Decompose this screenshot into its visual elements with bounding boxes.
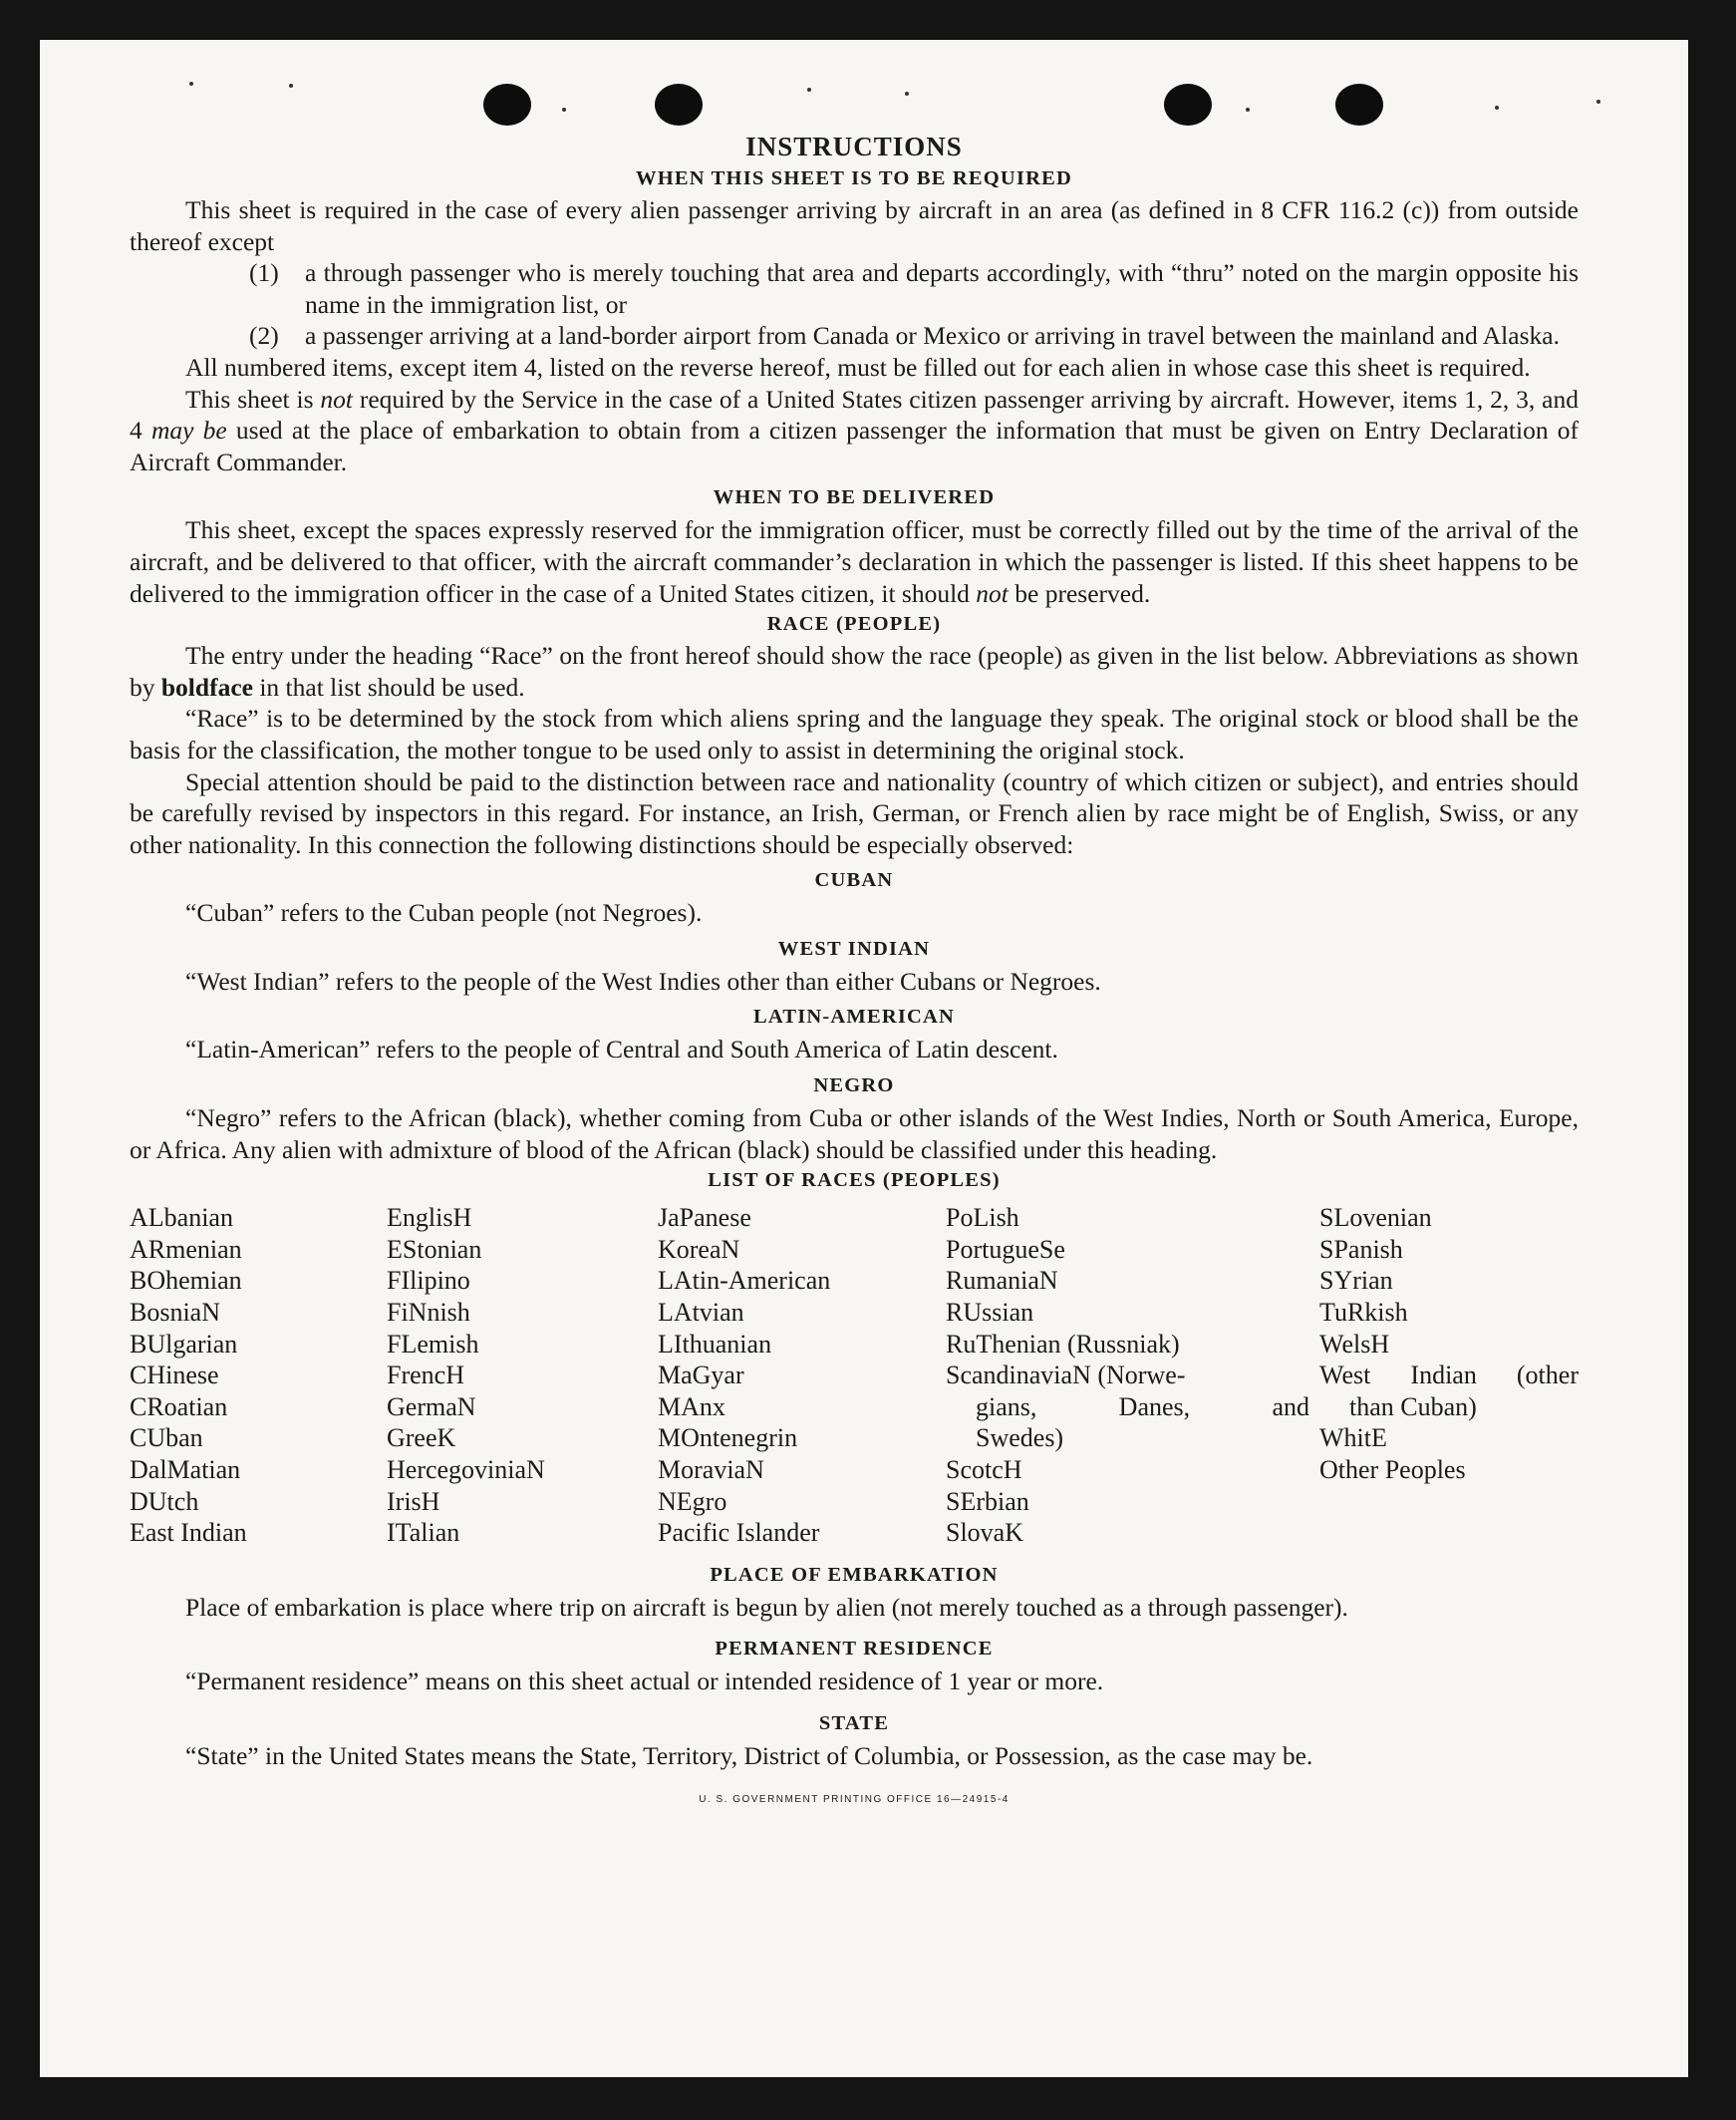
race-item: ALbanian	[130, 1203, 233, 1233]
race-item: East Indian	[130, 1518, 247, 1548]
speck	[1596, 100, 1600, 104]
race-item: FLemish	[387, 1329, 479, 1359]
race-item: IrisH	[387, 1486, 440, 1516]
race-item: BOhemian	[130, 1266, 242, 1296]
instructions-content	[130, 130, 1579, 1815]
paragraph: The entry under the heading “Race” on the front hereof should show the race (people) as given in the list below. Abbreviations as shown by boldface in that list should be used.	[130, 641, 1579, 702]
race-item: SlovaK	[946, 1518, 1023, 1548]
page-title: INSTRUCTIONS	[745, 132, 963, 161]
race-item: West Indian (other	[1319, 1361, 1579, 1390]
race-item: ARmenian	[130, 1234, 242, 1264]
race-item: BosniaN	[130, 1298, 220, 1328]
race-item: KoreaN	[658, 1234, 740, 1264]
race-item: RUssian	[946, 1298, 1034, 1328]
races-column	[130, 1202, 387, 1549]
race-item: MoraviaN	[658, 1455, 764, 1484]
race-item: LIthuanian	[658, 1329, 772, 1359]
race-item: SLovenian	[1319, 1203, 1432, 1233]
race-item: FIlipino	[387, 1266, 470, 1296]
race-item: MaGyar	[658, 1361, 744, 1390]
races-list	[130, 1202, 1579, 1549]
race-item: FiNnish	[387, 1298, 470, 1328]
speck	[1246, 108, 1250, 112]
punch-hole	[1164, 84, 1212, 126]
race-item: MOntenegrin	[658, 1423, 798, 1453]
race-item: CHinese	[130, 1361, 219, 1390]
race-item: than Cuban)	[1349, 1391, 1477, 1421]
paragraph: This sheet, except the spaces expressly reserved for the immigration officer, must be correctly filled out by the time of the arrival of the aircraft, and be delivered to that officer, with the aircraft commander’s declaration in which the passenger is listed. If this sheet happens to be delivered to the immigration officer in the case of a United States citizen, it should not be preserved.	[130, 515, 1579, 608]
race-item: SYrian	[1319, 1266, 1393, 1296]
punch-hole	[483, 84, 531, 126]
speck	[289, 84, 293, 88]
heading-race: RACE (PEOPLE)	[766, 613, 942, 636]
speck	[562, 108, 566, 112]
paragraph: “Permanent residence” means on this sheet actual or intended residence of 1 year or more.	[185, 1666, 1104, 1696]
races-column	[658, 1202, 946, 1549]
race-item: SPanish	[1319, 1234, 1403, 1264]
speck	[807, 88, 811, 92]
printer-imprint: U. S. GOVERNMENT PRINTING OFFICE 16—24915-4	[699, 1793, 1010, 1805]
races-column	[1319, 1202, 1579, 1549]
list-item: (1) a through passenger who is merely touching that area and departs accordingly, with “thru” noted on the margin opposite his name in the immigration list, or	[249, 258, 1579, 319]
race-item: WelsH	[1319, 1329, 1390, 1359]
race-item: Swedes)	[976, 1423, 1064, 1453]
paragraph: “Negro” refers to the African (black), whether coming from Cuba or other islands of the West Indies, North or South America, Europe, or Africa. Any alien with admixture of blood of the African (black) should be classified under this heading.	[130, 1103, 1579, 1164]
heading-list-of-races: LIST OF RACES (PEOPLES)	[708, 1169, 1001, 1192]
race-item: TuRkish	[1319, 1298, 1408, 1328]
race-item: DUtch	[130, 1486, 199, 1516]
paragraph: Special attention should be paid to the distinction between race and nationality (country of which citizen or subject), and entries should be carefully revised by inspectors in this regard. For instance, an Irish, German, or French alien by race might be of English, Swiss, or any other nationality. In this connection the following distinctions should be especially observed:	[130, 766, 1579, 859]
race-item: BUlgarian	[130, 1329, 238, 1359]
race-item: ITalian	[387, 1518, 460, 1548]
race-item: NEgro	[658, 1486, 727, 1516]
race-item: Other Peoples	[1319, 1455, 1466, 1484]
race-item: DalMatian	[130, 1455, 241, 1484]
speck	[189, 82, 193, 86]
race-item: LAtvian	[658, 1298, 744, 1328]
race-item: GreeK	[387, 1423, 456, 1453]
race-item: LAtin-American	[658, 1266, 831, 1296]
heading-when-required: WHEN THIS SHEET IS TO BE REQUIRED	[636, 167, 1072, 189]
paragraph: Place of embarkation is place where trip on aircraft is begun by alien (not merely touched as a through passenger).	[185, 1592, 1348, 1622]
paragraph: “West Indian” refers to the people of the West Indies other than either Cubans or Negroes.	[185, 966, 1101, 996]
race-item: Pacific Islander	[658, 1518, 820, 1548]
speck	[1495, 106, 1499, 110]
paragraph: All numbered items, except item 4, listed on the reverse hereof, must be filled out for each alien in whose case this sheet is required.	[185, 352, 1531, 382]
heading-state: STATE	[818, 1711, 890, 1734]
heading-latin-american: LATIN-AMERICAN	[752, 1006, 956, 1029]
race-item: GermaN	[387, 1391, 476, 1421]
race-item: EStonian	[387, 1234, 482, 1264]
heading-when-delivered: WHEN TO BE DELIVERED	[713, 486, 996, 509]
race-item: gians, Danes, and	[976, 1391, 1309, 1421]
heading-negro: NEGRO	[813, 1074, 895, 1097]
punch-hole	[1335, 84, 1383, 126]
race-item: RumaniaN	[946, 1266, 1058, 1296]
races-column	[946, 1202, 1319, 1549]
heading-cuban: CUBAN	[814, 869, 894, 892]
paragraph: “Cuban” refers to the Cuban people (not Negroes).	[185, 898, 703, 928]
list-item: (2) a passenger arriving at a land-border airport from Canada or Mexico or arriving in travel between the mainland and Alaska.	[249, 321, 1560, 351]
race-item: CUban	[130, 1423, 203, 1453]
paragraph: This sheet is required in the case of every alien passenger arriving by aircraft in an area (as defined in 8 CFR 116.2 (c)) from outside thereof except	[130, 195, 1579, 256]
race-item: HercegoviniaN	[387, 1455, 545, 1484]
heading-west-indian: WEST INDIAN	[777, 937, 931, 960]
document-page	[40, 40, 1688, 2077]
race-item: WhitE	[1319, 1423, 1387, 1453]
race-item: FrencH	[387, 1361, 464, 1390]
race-item: CRoatian	[130, 1391, 228, 1421]
paragraph: This sheet is not required by the Service in the case of a United States citizen passenger arriving by aircraft. However, items 1, 2, 3, and 4 may be used at the place of embarkation to obtain from a citizen passenger the information that must be given on Entry Declaration of Aircraft Commander.	[130, 384, 1580, 476]
race-item: ScandinaviaN (Norwe-	[946, 1361, 1186, 1390]
paragraph: “Race” is to be determined by the stock from which aliens spring and the language they speak. The original stock or blood shall be the basis for the classification, the mother tongue to be used only to assist in determining the original stock.	[130, 704, 1579, 764]
race-item: PoLish	[946, 1203, 1019, 1233]
races-column	[387, 1202, 658, 1549]
race-item: JaPanese	[658, 1203, 751, 1233]
paragraph: “State” in the United States means the State, Territory, District of Columbia, or Possession, as the case may be.	[185, 1740, 1313, 1770]
race-item: RuThenian (Russniak)	[946, 1329, 1180, 1359]
speck	[905, 92, 909, 96]
punch-hole	[655, 84, 703, 126]
race-item: PortugueSe	[946, 1234, 1065, 1264]
race-item: MAnx	[658, 1391, 725, 1421]
race-item: EnglisH	[387, 1203, 472, 1233]
heading-permanent-residence: PERMANENT RESIDENCE	[715, 1638, 994, 1661]
heading-place-of-embarkation: PLACE OF EMBARKATION	[710, 1563, 999, 1586]
paragraph: “Latin-American” refers to the people of Central and South America of Latin descent.	[185, 1035, 1058, 1064]
race-item: SErbian	[946, 1486, 1029, 1516]
race-item: ScotcH	[946, 1455, 1022, 1484]
